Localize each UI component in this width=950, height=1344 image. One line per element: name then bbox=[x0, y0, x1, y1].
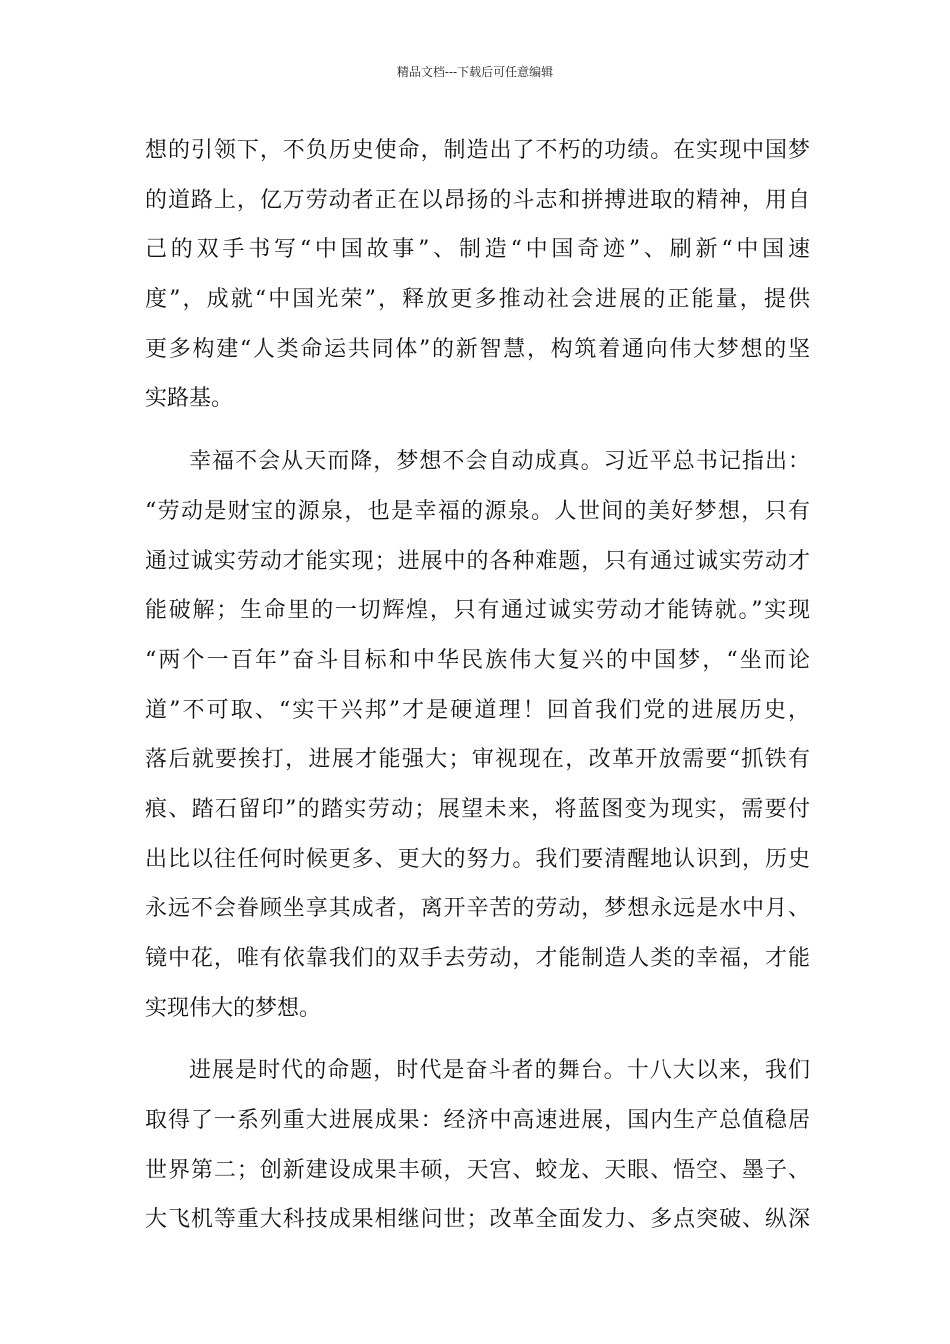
text-line: 进展是时代的命题，时代是奋斗者的舞台。十八大以来，我们 bbox=[189, 1058, 810, 1084]
text-line: 落后就要挨打，进展才能强大；审视现在，改革开放需要“抓铁有 bbox=[145, 747, 810, 773]
text-line: 世界第二；创新建设成果丰硕，天宫、蛟龙、天眼、悟空、墨子、 bbox=[145, 1157, 810, 1183]
paragraph-1 bbox=[145, 126, 810, 424]
text-line: 镜中花，唯有依靠我们的双手去劳动，才能制造人类的幸福，才能 bbox=[145, 946, 810, 971]
text-line: “劳动是财宝的源泉，也是幸福的源泉。人世间的美好梦想，只有 bbox=[145, 498, 810, 524]
text-line: 己的双手书写“中国故事”、制造“中国奇迹”、刷新“中国速 bbox=[145, 237, 810, 263]
text-line: 幸福不会从天而降，梦想不会自动成真。习近平总书记指出： bbox=[189, 449, 810, 475]
text-line: 道”不可取、“实干兴邦”才是硬道理！回首我们党的进展历史， bbox=[145, 697, 810, 723]
paragraph-2 bbox=[145, 437, 810, 1033]
text-line: 出比以往任何时候更多、更大的努力。我们要清醒地认识到，历史 bbox=[145, 846, 810, 872]
text-line: 痕、踏石留印”的踏实劳动；展望未来，将蓝图变为现实，需要付 bbox=[145, 796, 810, 822]
text-line: 通过诚实劳动才能实现；进展中的各种难题，只有通过诚实劳动才 bbox=[145, 548, 810, 574]
text-line: 大飞机等重大科技成果相继问世；改革全面发力、多点突破、纵深 bbox=[145, 1207, 810, 1233]
text-line: 度”，成就“中国光荣”，释放更多推动社会进展的正能量，提供 bbox=[145, 287, 810, 313]
text-line: 更多构建“人类命运共同体”的新智慧，构筑着通向伟大梦想的坚 bbox=[145, 336, 810, 362]
document-body bbox=[145, 126, 810, 1245]
page-header: 精品文档---下载后可任意编辑 bbox=[396, 65, 554, 79]
text-line: 能破解；生命里的一切辉煌，只有通过诚实劳动才能铸就。”实现 bbox=[145, 598, 810, 624]
text-line: 取得了一系列重大进展成果：经济中高速进展，国内生产总值稳居 bbox=[145, 1108, 810, 1134]
text-line: 实路基。 bbox=[145, 386, 234, 412]
text-line: 的道路上，亿万劳动者正在以昂扬的斗志和拼搏进取的精神，用自 bbox=[145, 187, 810, 213]
paragraph-3 bbox=[145, 1046, 810, 1245]
text-line: 实现伟大的梦想。 bbox=[145, 995, 322, 1021]
text-line: “两个一百年”奋斗目标和中华民族伟大复兴的中国梦，“坐而论 bbox=[145, 647, 810, 673]
text-line: 想的引领下，不负历史使命，制造出了不朽的功绩。在实现中国梦 bbox=[145, 138, 810, 163]
text-line: 永远不会眷顾坐享其成者，离开辛苦的劳动，梦想永远是水中月、 bbox=[145, 896, 810, 922]
